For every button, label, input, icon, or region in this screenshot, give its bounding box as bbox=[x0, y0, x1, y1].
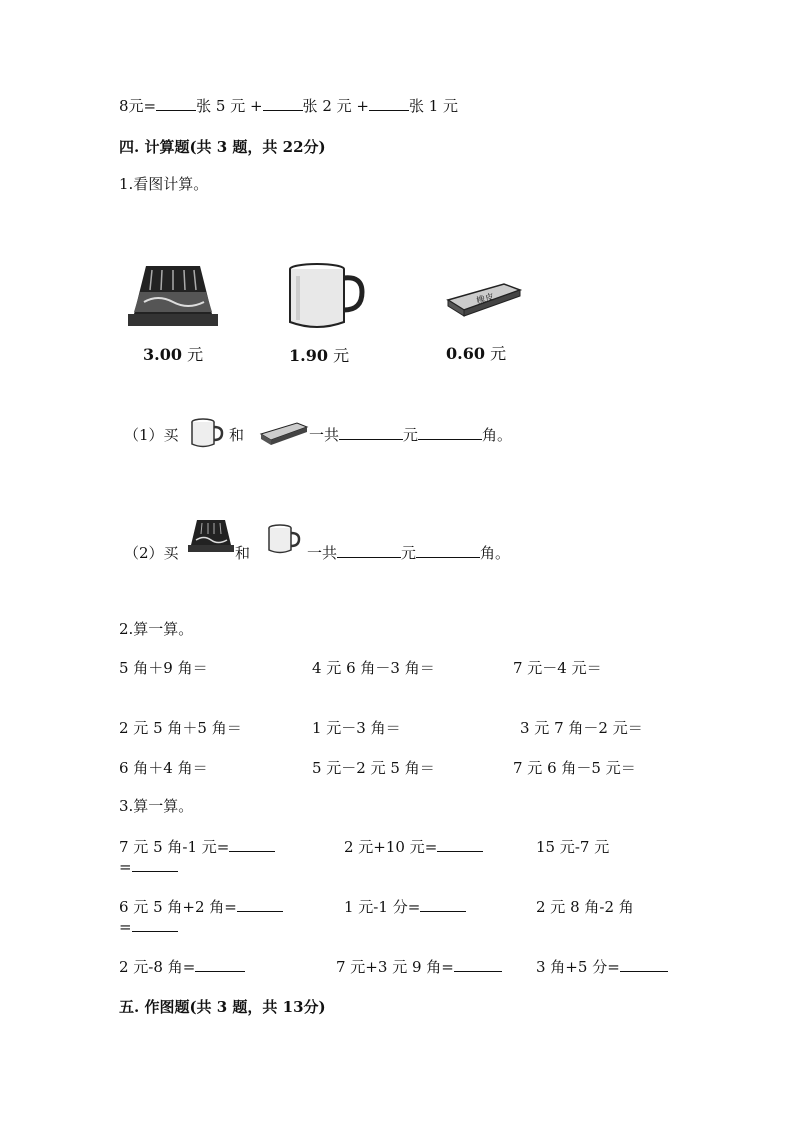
answer-blank[interactable] bbox=[156, 96, 196, 111]
q3-item: 7 元+3 元 9 角= bbox=[336, 957, 502, 977]
q3-item: 2 元+10 元= bbox=[344, 837, 483, 857]
price-mug: 1.90 元 bbox=[289, 346, 350, 365]
answer-blank[interactable] bbox=[132, 857, 178, 872]
q3-title: 3.算一算。 bbox=[119, 797, 194, 815]
section-4-title: 四. 计算题(共 3 题，共 22分) bbox=[119, 138, 326, 156]
q2-item: 5 角＋9 角＝ bbox=[119, 659, 208, 677]
pencil-box-icon bbox=[188, 520, 234, 554]
sub1-and: 和 bbox=[229, 426, 245, 444]
q3-item: 6 元 5 角+2 角= bbox=[119, 897, 283, 917]
answer-blank[interactable] bbox=[454, 957, 502, 972]
text-2yuan: 张 2 元 + bbox=[302, 97, 369, 115]
text-1yuan: 张 1 元 bbox=[408, 97, 459, 115]
q1-title: 1.看图计算。 bbox=[119, 175, 209, 193]
answer-blank[interactable] bbox=[416, 543, 480, 558]
pencil-box-icon bbox=[128, 266, 218, 328]
q3-item: 2 元-8 角= bbox=[119, 957, 245, 977]
price-pencil-box: 3.00 元 bbox=[143, 345, 204, 364]
q2-item: 4 元 6 角－3 角＝ bbox=[312, 659, 435, 677]
q2-item: 2 元 5 角＋5 角＝ bbox=[119, 719, 242, 737]
mug-icon bbox=[288, 262, 364, 332]
mug-icon bbox=[268, 524, 302, 556]
text-5yuan: 张 5 元 + bbox=[196, 97, 263, 115]
answer-blank[interactable] bbox=[263, 96, 303, 111]
sub1-prefix: （1）买 bbox=[124, 426, 179, 444]
q3-item: 1 元-1 分= bbox=[344, 897, 466, 917]
answer-blank[interactable] bbox=[369, 96, 409, 111]
sub2-prefix: （2）买 bbox=[124, 544, 179, 562]
q2-item: 7 元 6 角－5 元＝ bbox=[513, 759, 636, 777]
q2-title: 2.算一算。 bbox=[119, 620, 194, 638]
q3-item: 7 元 5 角-1 元= bbox=[119, 837, 275, 857]
sub2-and: 和 bbox=[235, 544, 251, 562]
text-8yuan: 8元= bbox=[119, 97, 157, 115]
price-eraser: 0.60 元 bbox=[446, 344, 507, 363]
answer-blank[interactable] bbox=[418, 425, 482, 440]
sub2-answer-line: 一共 元 角。 bbox=[307, 544, 511, 562]
q2-item: 5 元－2 元 5 角＝ bbox=[312, 759, 435, 777]
answer-blank[interactable] bbox=[229, 837, 275, 852]
answer-blank[interactable] bbox=[420, 897, 466, 912]
mug-icon bbox=[191, 418, 223, 450]
q2-item: 3 元 7 角－2 元＝ bbox=[520, 719, 643, 737]
answer-blank[interactable] bbox=[195, 957, 245, 972]
eraser-icon bbox=[259, 421, 309, 447]
answer-blank[interactable] bbox=[620, 957, 668, 972]
eraser-icon bbox=[446, 280, 522, 320]
eraser-label: 橡皮 bbox=[475, 292, 496, 307]
answer-blank[interactable] bbox=[337, 543, 401, 558]
answer-blank[interactable] bbox=[437, 837, 483, 852]
q2-item: 6 角＋4 角＝ bbox=[119, 759, 208, 777]
q3-item: 15 元-7 元 bbox=[536, 838, 610, 856]
sub1-answer-line: 一共 元 角。 bbox=[309, 426, 513, 444]
answer-blank[interactable] bbox=[237, 897, 283, 912]
q2-item: 1 元－3 角＝ bbox=[312, 719, 401, 737]
answer-blank[interactable] bbox=[339, 425, 403, 440]
q3-item: 3 角+5 分= bbox=[536, 957, 668, 977]
q3-item-continued: = bbox=[119, 857, 178, 877]
q2-item: 7 元－4 元＝ bbox=[513, 659, 602, 677]
answer-blank[interactable] bbox=[132, 917, 178, 932]
q3-item: 2 元 8 角-2 角 bbox=[536, 898, 634, 916]
q3-item-continued: = bbox=[119, 917, 178, 937]
section-5-title: 五. 作图题(共 3 题，共 13分) bbox=[119, 998, 326, 1016]
money-fill-line bbox=[119, 96, 458, 116]
